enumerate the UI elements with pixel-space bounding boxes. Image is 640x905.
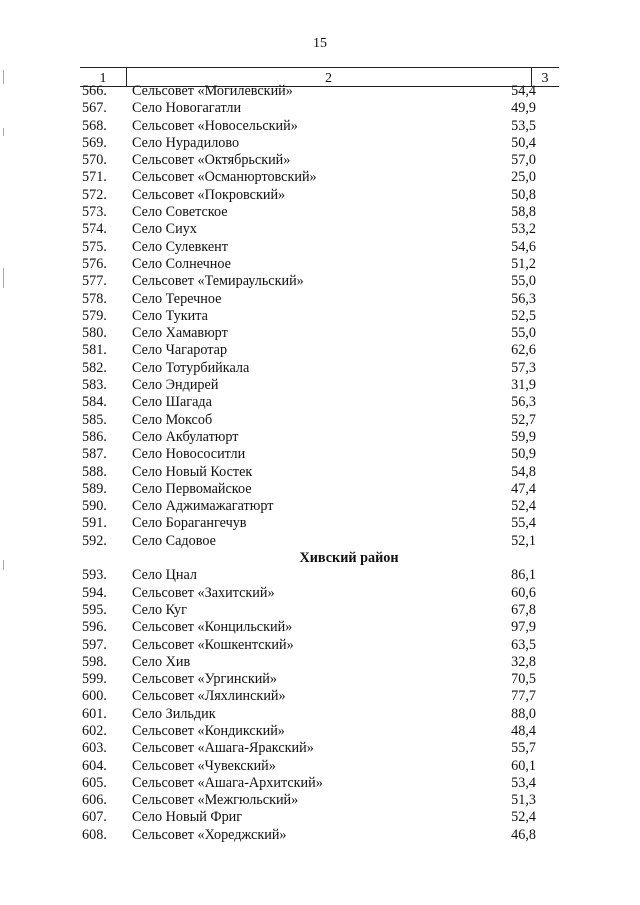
row-value: 31,9 bbox=[511, 377, 536, 394]
header-col-name: 2 bbox=[126, 68, 532, 87]
row-name: Село Хамавюрт bbox=[132, 325, 228, 342]
row-number: 579. bbox=[82, 307, 107, 324]
row-name: Село Тотурбийкала bbox=[132, 359, 250, 376]
row-value: 52,5 bbox=[511, 307, 536, 324]
row-number: 574. bbox=[82, 221, 107, 238]
table-row bbox=[0, 533, 640, 550]
table-row bbox=[0, 602, 640, 619]
table-row bbox=[0, 239, 640, 256]
row-name: Село Борагангечув bbox=[132, 515, 247, 532]
row-value: 59,9 bbox=[511, 428, 536, 445]
row-value: 53,2 bbox=[511, 221, 536, 238]
row-value: 62,6 bbox=[511, 342, 536, 359]
row-number: 580. bbox=[82, 325, 107, 342]
row-name: Село Советское bbox=[132, 204, 228, 221]
row-name: Сельсовет «Хореджский» bbox=[132, 826, 287, 843]
table-row bbox=[0, 654, 640, 671]
row-value: 47,4 bbox=[511, 480, 536, 497]
row-number: 582. bbox=[82, 359, 107, 376]
row-number: 578. bbox=[82, 290, 107, 307]
row-value: 51,3 bbox=[511, 792, 536, 809]
row-value: 56,3 bbox=[511, 290, 536, 307]
row-number: 569. bbox=[82, 134, 107, 151]
row-number: 576. bbox=[82, 255, 107, 272]
row-value: 53,4 bbox=[511, 774, 536, 791]
row-number: 605. bbox=[82, 774, 107, 791]
row-value: 86,1 bbox=[511, 567, 536, 584]
row-number: 573. bbox=[82, 204, 107, 221]
row-value: 52,4 bbox=[511, 809, 536, 826]
row-number: 608. bbox=[82, 826, 107, 843]
table-row bbox=[0, 481, 640, 498]
row-name: Село Шагада bbox=[132, 394, 212, 411]
row-value: 60,6 bbox=[511, 584, 536, 601]
row-name: Село Нурадилово bbox=[132, 134, 240, 151]
row-name: Сельсовет «Концильский» bbox=[132, 619, 293, 636]
row-name: Село Чагаротар bbox=[132, 342, 228, 359]
table-row bbox=[0, 394, 640, 411]
row-name: Село Акбулатюрт bbox=[132, 428, 239, 445]
table-row bbox=[0, 169, 640, 186]
row-name: Сельсовет «Ургинский» bbox=[132, 671, 277, 688]
row-number: 597. bbox=[82, 636, 107, 653]
row-name: Село Садовое bbox=[132, 532, 216, 549]
table-row bbox=[0, 308, 640, 325]
row-value: 70,5 bbox=[511, 671, 536, 688]
row-value: 57,0 bbox=[511, 152, 536, 169]
row-value: 52,1 bbox=[511, 532, 536, 549]
table-row bbox=[0, 585, 640, 602]
row-value: 58,8 bbox=[511, 204, 536, 221]
row-name: Село Тукита bbox=[132, 307, 208, 324]
row-name: Сельсовет «Ашага-Архитский» bbox=[132, 774, 323, 791]
row-number: 600. bbox=[82, 688, 107, 705]
header-col-value: 3 bbox=[541, 71, 549, 86]
row-name: Село Новососитли bbox=[132, 446, 246, 463]
row-number: 592. bbox=[82, 532, 107, 549]
row-number: 603. bbox=[82, 740, 107, 757]
row-value: 32,8 bbox=[511, 653, 536, 670]
table-row bbox=[0, 342, 640, 359]
row-number: 602. bbox=[82, 722, 107, 739]
row-number: 587. bbox=[82, 446, 107, 463]
row-name: Село Эндирей bbox=[132, 377, 219, 394]
row-name: Село Теречное bbox=[132, 290, 222, 307]
row-value: 51,2 bbox=[511, 255, 536, 272]
row-number: 568. bbox=[82, 117, 107, 134]
row-number: 595. bbox=[82, 601, 107, 618]
row-value: 55,7 bbox=[511, 740, 536, 757]
table-row bbox=[0, 152, 640, 169]
row-number: 585. bbox=[82, 411, 107, 428]
page-number: 15 bbox=[313, 36, 327, 51]
row-number: 566. bbox=[82, 83, 107, 99]
row-number: 591. bbox=[82, 515, 107, 532]
row-number: 583. bbox=[82, 377, 107, 394]
row-value: 88,0 bbox=[511, 705, 536, 722]
table-row bbox=[0, 723, 640, 740]
row-number: 598. bbox=[82, 653, 107, 670]
table-row bbox=[0, 100, 640, 117]
row-value: 54,8 bbox=[511, 463, 536, 480]
table-row bbox=[0, 706, 640, 723]
row-name: Село Цнал bbox=[132, 567, 197, 584]
row-value: 49,9 bbox=[511, 100, 536, 117]
table-row bbox=[0, 325, 640, 342]
table-row bbox=[0, 464, 640, 481]
row-name: Село Аджимажагатюрт bbox=[132, 498, 274, 515]
table-row bbox=[0, 809, 640, 826]
table-row bbox=[0, 83, 640, 100]
row-name: Сельсовет «Могилевский» bbox=[132, 83, 293, 99]
row-value: 46,8 bbox=[511, 826, 536, 843]
row-name: Село Зильдик bbox=[132, 705, 216, 722]
row-name: Село Солнечное bbox=[132, 255, 231, 272]
table-row bbox=[0, 515, 640, 532]
row-name: Сельсовет «Чувекский» bbox=[132, 757, 276, 774]
table-row bbox=[0, 740, 640, 757]
row-number: 570. bbox=[82, 152, 107, 169]
row-number: 572. bbox=[82, 186, 107, 203]
row-name: Село Хив bbox=[132, 653, 191, 670]
table-row bbox=[0, 567, 640, 584]
row-value: 52,7 bbox=[511, 411, 536, 428]
section-heading: Хивский район bbox=[299, 550, 399, 567]
table-row bbox=[0, 446, 640, 463]
row-value: 25,0 bbox=[511, 169, 536, 186]
row-value: 55,4 bbox=[511, 515, 536, 532]
row-number: 584. bbox=[82, 394, 107, 411]
row-value: 55,0 bbox=[511, 273, 536, 290]
row-value: 55,0 bbox=[511, 325, 536, 342]
row-value: 50,8 bbox=[511, 186, 536, 203]
row-value: 97,9 bbox=[511, 619, 536, 636]
row-name: Сельсовет «Межгюльский» bbox=[132, 792, 299, 809]
table-row bbox=[0, 135, 640, 152]
table-row bbox=[0, 291, 640, 308]
table-row bbox=[0, 619, 640, 636]
table-row bbox=[0, 758, 640, 775]
table-row bbox=[0, 118, 640, 135]
row-number: 596. bbox=[82, 619, 107, 636]
row-number: 586. bbox=[82, 428, 107, 445]
table-row bbox=[0, 204, 640, 221]
table-row bbox=[0, 273, 640, 290]
row-name: Село Новый Фриг bbox=[132, 809, 243, 826]
row-value: 48,4 bbox=[511, 722, 536, 739]
row-name: Сельсовет «Новосельский» bbox=[132, 117, 298, 134]
table-row bbox=[0, 187, 640, 204]
row-value: 50,9 bbox=[511, 446, 536, 463]
row-name: Сельсовет «Ляхлинский» bbox=[132, 688, 286, 705]
row-number: 589. bbox=[82, 480, 107, 497]
table-row bbox=[0, 827, 640, 844]
row-value: 60,1 bbox=[511, 757, 536, 774]
row-name: Сельсовет «Покровский» bbox=[132, 186, 286, 203]
row-number: 606. bbox=[82, 792, 107, 809]
row-value: 54,6 bbox=[511, 238, 536, 255]
row-name: Село Новогагатли bbox=[132, 100, 242, 117]
row-number: 593. bbox=[82, 567, 107, 584]
row-value: 67,8 bbox=[511, 601, 536, 618]
row-name: Сельсовет «Кондикский» bbox=[132, 722, 285, 739]
row-name: Село Новый Костек bbox=[132, 463, 253, 480]
row-name: Сельсовет «Темираульский» bbox=[132, 273, 304, 290]
row-number: 590. bbox=[82, 498, 107, 515]
row-number: 599. bbox=[82, 671, 107, 688]
row-name: Село Первомайское bbox=[132, 480, 252, 497]
table-row bbox=[0, 377, 640, 394]
table-row bbox=[0, 775, 640, 792]
row-number: 604. bbox=[82, 757, 107, 774]
row-number: 571. bbox=[82, 169, 107, 186]
table-row bbox=[0, 412, 640, 429]
table-row bbox=[0, 498, 640, 515]
row-number: 581. bbox=[82, 342, 107, 359]
row-number: 575. bbox=[82, 238, 107, 255]
table-row bbox=[0, 671, 640, 688]
row-value: 63,5 bbox=[511, 636, 536, 653]
row-value: 52,4 bbox=[511, 498, 536, 515]
row-number: 607. bbox=[82, 809, 107, 826]
row-number: 601. bbox=[82, 705, 107, 722]
row-name: Село Куг bbox=[132, 601, 187, 618]
table-row bbox=[0, 256, 640, 273]
row-number: 588. bbox=[82, 463, 107, 480]
row-name: Село Сиух bbox=[132, 221, 197, 238]
table-row bbox=[0, 429, 640, 446]
row-number: 594. bbox=[82, 584, 107, 601]
row-value: 54,4 bbox=[511, 83, 536, 99]
row-value: 53,5 bbox=[511, 117, 536, 134]
row-name: Сельсовет «Захитский» bbox=[132, 584, 275, 601]
row-value: 57,3 bbox=[511, 359, 536, 376]
row-number: 577. bbox=[82, 273, 107, 290]
row-name: Сельсовет «Октябрьский» bbox=[132, 152, 291, 169]
table-row bbox=[0, 360, 640, 377]
table-body bbox=[0, 83, 640, 844]
header-col-number: 1 bbox=[80, 68, 127, 87]
table-row bbox=[0, 221, 640, 238]
row-value: 56,3 bbox=[511, 394, 536, 411]
row-name: Село Сулевкент bbox=[132, 238, 228, 255]
table-row bbox=[0, 637, 640, 654]
row-number: 567. bbox=[82, 100, 107, 117]
row-name: Сельсовет «Кошкентский» bbox=[132, 636, 294, 653]
row-value: 50,4 bbox=[511, 134, 536, 151]
row-name: Сельсовет «Ашага-Яракский» bbox=[132, 740, 314, 757]
table-row bbox=[0, 688, 640, 705]
row-name: Село Моксоб bbox=[132, 411, 213, 428]
row-value: 77,7 bbox=[511, 688, 536, 705]
table-row bbox=[0, 792, 640, 809]
row-name: Сельсовет «Османюртовский» bbox=[132, 169, 317, 186]
